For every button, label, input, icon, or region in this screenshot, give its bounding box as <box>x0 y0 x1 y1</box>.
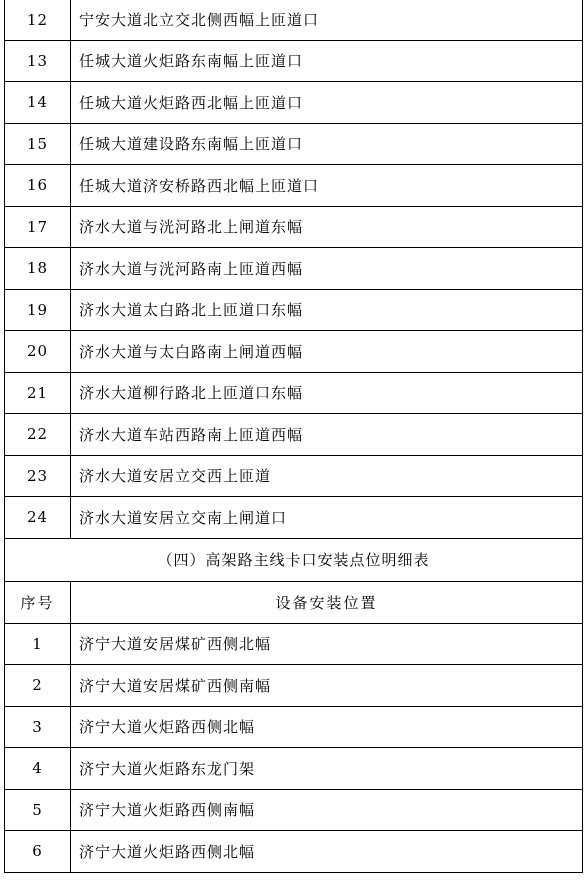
table-row <box>5 706 583 748</box>
row-location: 济水大道与洸河路北上闸道东幅 <box>71 206 583 248</box>
row-location: 任城大道火炬路西北幅上匝道口 <box>71 82 583 124</box>
table-row <box>5 165 583 207</box>
table-row <box>5 82 583 124</box>
row-location: 济宁大道火炬路西侧南幅 <box>71 789 583 831</box>
row-location: 济宁大道火炬路东龙门架 <box>71 748 583 790</box>
column-header-location: 设备安装位置 <box>71 581 583 623</box>
row-number: 13 <box>5 40 71 82</box>
row-location: 济水大道太白路北上匝道口东幅 <box>71 289 583 331</box>
row-number: 22 <box>5 414 71 456</box>
table-row <box>5 414 583 456</box>
row-location: 济水大道安居立交西上匝道 <box>71 455 583 497</box>
row-number: 19 <box>5 289 71 331</box>
row-number: 3 <box>5 706 71 748</box>
row-location: 任城大道济安桥路西北幅上匝道口 <box>71 165 583 207</box>
document-sheet <box>4 0 582 873</box>
row-location: 济宁大道火炬路西侧北幅 <box>71 706 583 748</box>
row-number: 1 <box>5 623 71 665</box>
table-row <box>5 0 583 40</box>
column-header-row <box>5 581 583 623</box>
row-number: 20 <box>5 331 71 373</box>
row-number: 16 <box>5 165 71 207</box>
table-row <box>5 748 583 790</box>
column-header-no: 序号 <box>5 581 71 623</box>
row-location: 济宁大道火炬路西侧北幅 <box>71 831 583 873</box>
row-location: 济水大道安居立交南上闸道口 <box>71 497 583 539</box>
table-row <box>5 372 583 414</box>
row-number: 14 <box>5 82 71 124</box>
table-bottom-body <box>5 623 583 872</box>
table-row <box>5 331 583 373</box>
section-title-row <box>5 538 583 581</box>
table-row <box>5 831 583 873</box>
row-location: 宁安大道北立交北侧西幅上匝道口 <box>71 0 583 40</box>
table-row <box>5 248 583 290</box>
table-row <box>5 497 583 539</box>
row-location: 济水大道与洸河路南上匝道西幅 <box>71 248 583 290</box>
row-location: 济宁大道安居煤矿西侧南幅 <box>71 665 583 707</box>
table-row <box>5 40 583 82</box>
row-number: 23 <box>5 455 71 497</box>
table-top-body <box>5 0 583 538</box>
row-number: 6 <box>5 831 71 873</box>
table-row <box>5 455 583 497</box>
row-location: 济水大道车站西路南上匝道西幅 <box>71 414 583 456</box>
table-row <box>5 623 583 665</box>
table-row <box>5 789 583 831</box>
row-location: 济水大道柳行路北上匝道口东幅 <box>71 372 583 414</box>
row-location: 济宁大道安居煤矿西侧北幅 <box>71 623 583 665</box>
table-row <box>5 206 583 248</box>
table-row <box>5 123 583 165</box>
row-number: 2 <box>5 665 71 707</box>
row-number: 21 <box>5 372 71 414</box>
installation-table <box>4 0 583 873</box>
row-location: 任城大道建设路东南幅上匝道口 <box>71 123 583 165</box>
row-location: 任城大道火炬路东南幅上匝道口 <box>71 40 583 82</box>
row-number: 24 <box>5 497 71 539</box>
table-row <box>5 665 583 707</box>
row-number: 18 <box>5 248 71 290</box>
table-row <box>5 289 583 331</box>
row-number: 12 <box>5 0 71 40</box>
row-number: 4 <box>5 748 71 790</box>
row-number: 15 <box>5 123 71 165</box>
row-number: 5 <box>5 789 71 831</box>
row-location: 济水大道与太白路南上闸道西幅 <box>71 331 583 373</box>
section-header-body <box>5 538 583 623</box>
row-number: 17 <box>5 206 71 248</box>
section-title: （四）高架路主线卡口安装点位明细表 <box>5 538 583 581</box>
